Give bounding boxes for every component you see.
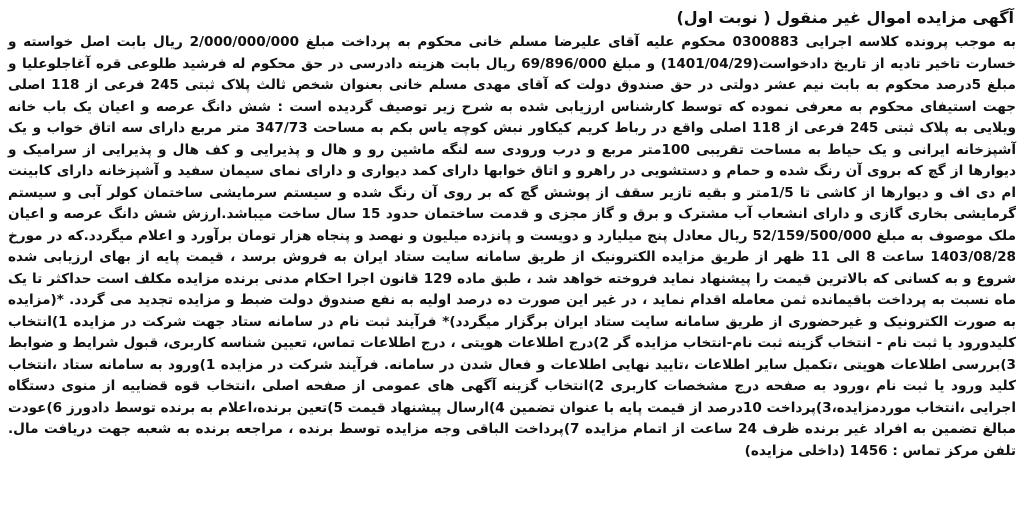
notice-body: به موجب پرونده کلاسه اجرایی 0300883 محکوم علیه آقای علیرضا مسلم خانی محکوم به پرداخت مبلغ 2/000/000/000 ریال بابت اصل خواسته و خسارت تاخیر تادیه از تاریخ دادخواست(1401/04/29) و مبلغ 69/896/000 ریال بابت هزینه دادرسی در حق محکوم له فرشید طلوعی قره آغاجلوعلیا و مبلغ 5درصد محکوم به بابت نیم عشر دولتی در حق صندوق دولت که آقای مهدی مسلم خانی بعنوان شخص ثالث پلاک ثبتی 245 فرعی از 118 اصلی جهت استیفای محکوم به معرفی نموده که توسط کارشناس ارزیابی شده به شرح زیر توصیف گردیده است : شش دانگ عرصه و اعیان یک باب خانه ویلایی به پلاک ثبتی 245 فرعی از 118 اصلی واقع در رباط کریم کیکاور نبش کوچه یاس بکم به مساحت 347/73 متر مربع دارای سه اتاق خواب و یک آشپزخانه ایرانی و یک حیاط به مساحت تقریبی 100متر مربع و درب ورودی سه لنگه ماشین رو و هال و پذیرایی و کف هال و پذیرایی از سرامیک و دیوارها از گچ که بروی آن رنگ شده و حمام و دستشویی در راهرو و اتاق خوابها دارای کمد دیواری و دارای نمای سیمان سفید و آشپزخانه دارای کابینت ام دی اف و دیوارها از کاشی تا 1/5متر و بقیه تازیر سقف از پوشش گچ که بر روی آن رنگ شده و سیستم سرمایشی ساختمان کولر آبی و سیستم گرمایشی بخاری گازی و دارای انشعاب آب مشترک و برق و گاز مجزی و قدمت ساختمان حدود 15 سال ساخت میباشد.ارزش شش دانگ عرصه و اعیان ملک موصوف به مبلغ 52/159/500/000 ریال معادل پنج میلیارد و دویست و پانزده میلیون و نهصد و پنجاه هزار تومان برآورد و اعلام میگردد.که در مورخ 1403/08/28 ساعت 8 الی 11 ظهر از طریق مزایده الکترونیک از طریق سامانه سایت ستاد ایران به فروش برسد ، قیمت پایه از بهای ارزیابی شده شروع و به کسانی که بالاترین قیمت را پیشنهاد نماید فروخته خواهد شد ، طبق ماده 129 قانون اجرا احکام مدنی برنده مزایده مکلف است حداکثر تا یک ماه نسبت به پرداخت باقیمانده ثمن معامله اقدام نماید ، در غیر این صورت ده درصد اولیه به نفع صندوق دولت ضبط و مزایده تجدید می گردد. *(مزایده به صورت الکترونیک و غیرحضوری از طریق سامانه سایت ستاد ایران برگزار میگردد)* فرآیند ثبت نام در سامانه ستاد جهت شرکت در مزایده 1)انتخاب کلیدورود یا ثبت نام - انتخاب گزینه ثبت نام-انتخاب مزایده گر 2)درج اطلاعات هویتی ، درج اطلاعات تماس، تعیین شناسه کاربری، قبول شرایط و ضوابط 3)بررسی اطلاعات هویتی ،تکمیل سایر اطلاعات ،تایید نهایی اطلاعات و فعال شدن در سامانه. فرآیند شرکت در مزایده 1)ورود به سامانه ستاد ،انتخاب کلید ورود یا ثبت نام ،ورود به صفحه درج مشخصات کاربری 2)انتخاب گزینه آگهی های عمومی از صفحه اصلی ،انتخاب قوه قضاییه از منوی دستگاه اجرایی ،انتخاب موردمزایده،3)پرداخت 10درصد از قیمت پایه با عنوان تضمین 4)ارسال پیشنهاد قیمت 5)تعین برنده،اعلام به برنده توسط دادورز 6)عودت مبالغ تضمین به افراد غیر برنده ظرف 24 ساعت از اتمام مزایده 7)پرداخت الباقی وجه مزایده توسط برنده ، مراجعه برنده به شعبه جهت دریافت مال. تلفن مرکز تماس : 1456 (داخلی مزایده)	[8, 34, 1017, 459]
notice-title: آگهی مزایده اموال غیر منقول ( نوبت اول)	[676, 8, 1014, 27]
